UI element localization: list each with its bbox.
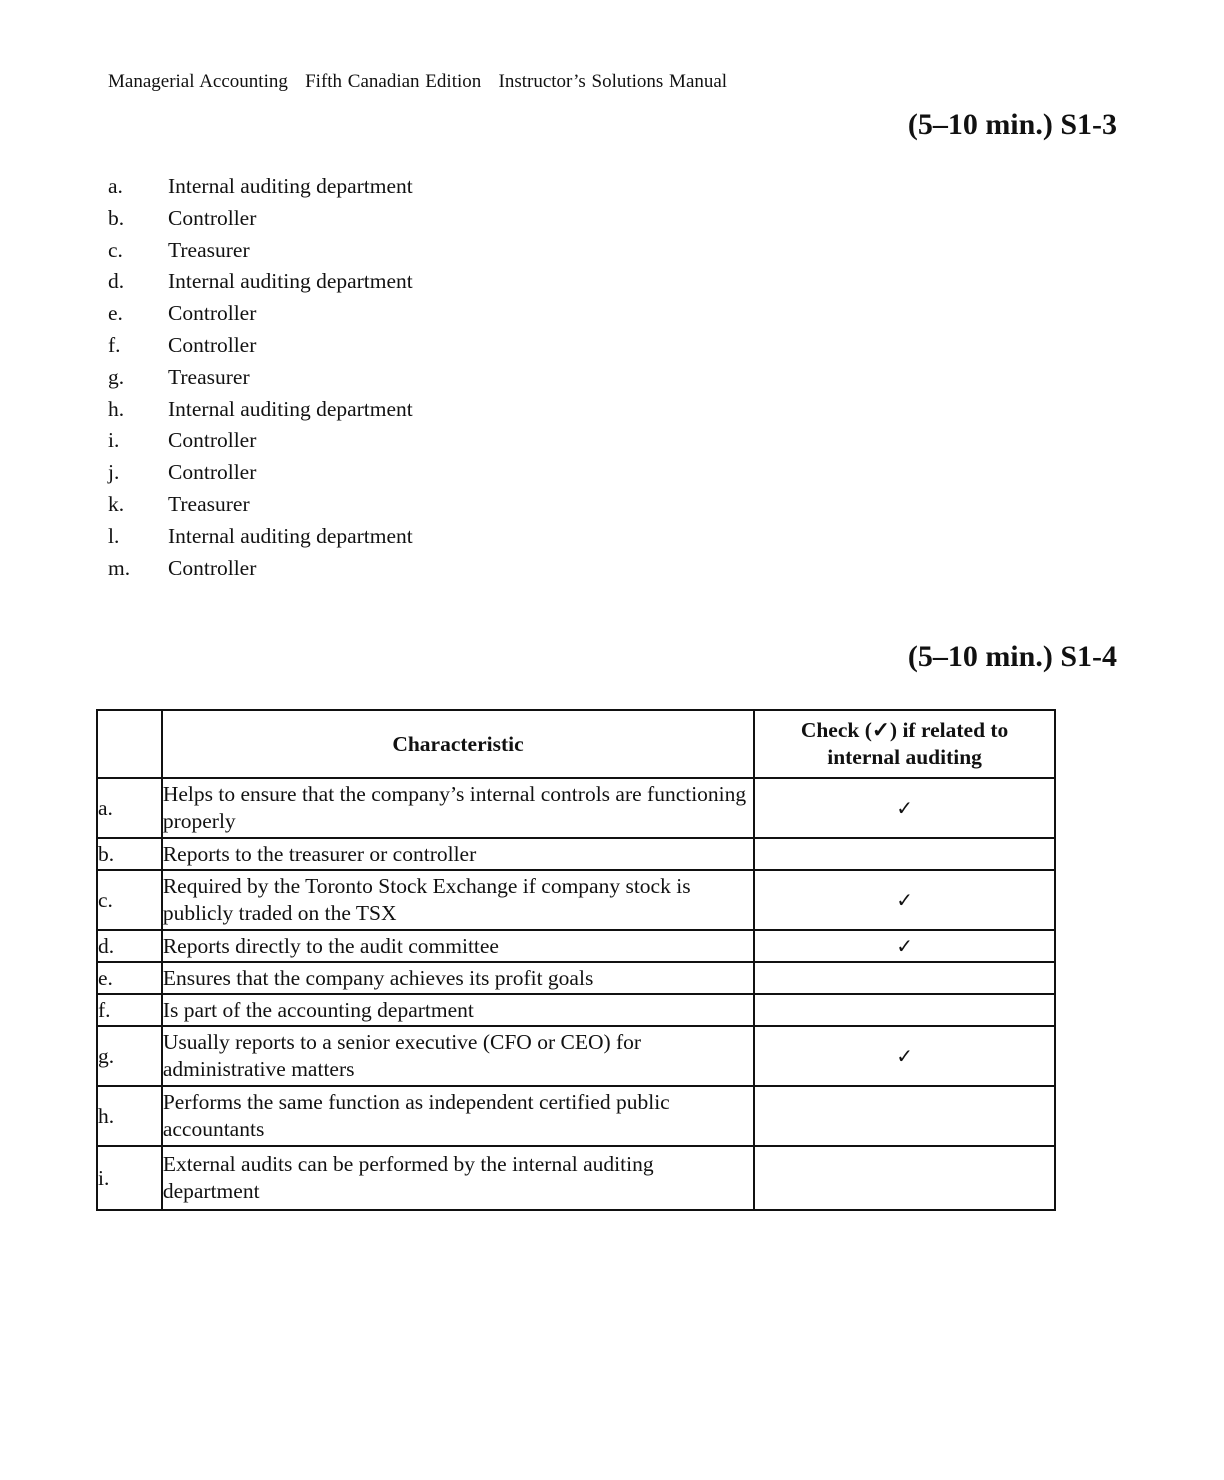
item-text: Internal auditing department — [168, 523, 413, 548]
row-characteristic: External audits can be performed by the internal auditing department — [162, 1146, 754, 1210]
table-row — [97, 778, 1055, 838]
item-text: Internal auditing department — [168, 396, 413, 421]
list-item — [108, 267, 413, 299]
table-row — [97, 838, 1055, 870]
item-text: Controller — [168, 205, 257, 230]
check-cell — [754, 1146, 1055, 1210]
item-text: Controller — [168, 332, 257, 357]
table-row — [97, 930, 1055, 962]
item-text: Controller — [168, 460, 257, 485]
check-cell — [754, 962, 1055, 994]
table-row — [97, 994, 1055, 1026]
list-item — [108, 522, 413, 554]
item-letter: l. — [108, 523, 120, 548]
row-characteristic: Performs the same function as independent certified public accountants — [162, 1086, 754, 1146]
item-letter: d. — [108, 269, 125, 294]
item-text: Controller — [168, 428, 257, 453]
list-item — [108, 395, 413, 427]
row-characteristic: Ensures that the company achieves its profit goals — [162, 962, 754, 994]
check-cell — [754, 838, 1055, 870]
list-item — [108, 426, 413, 458]
section-title-s1-3: (5–10 min.) S1-3 — [907, 108, 1117, 141]
table-row — [97, 870, 1055, 930]
checkmark-icon: ✓ — [754, 930, 1055, 962]
row-characteristic: Required by the Toronto Stock Exchange if company stock is publicly traded on the TSX — [162, 870, 754, 930]
checkmark-icon: ✓ — [754, 1026, 1055, 1086]
list-item — [108, 331, 413, 363]
row-letter: i. — [97, 1146, 162, 1210]
row-letter: d. — [97, 930, 162, 962]
table-row — [97, 1026, 1055, 1086]
check-cell — [754, 994, 1055, 1026]
header-letter — [97, 710, 162, 778]
table-row — [97, 1146, 1055, 1210]
item-letter: f. — [108, 332, 121, 357]
header-check-text: Check (✓) if related to internal auditing — [800, 718, 1009, 769]
item-text: Internal auditing department — [168, 174, 413, 198]
item-letter: m. — [108, 555, 131, 580]
running-header: Managerial Accounting Fifth Canadian Edition Instructor’s Solutions Manual — [108, 71, 728, 92]
row-characteristic: Usually reports to a senior executive (CFO or CEO) for administrative matters — [162, 1026, 754, 1086]
table-row — [97, 962, 1055, 994]
item-letter: g. — [108, 364, 125, 389]
row-letter: g. — [97, 1026, 162, 1086]
header-check — [754, 710, 1055, 778]
table-row — [97, 1086, 1055, 1146]
row-characteristic: Reports directly to the audit committee — [162, 930, 754, 962]
item-text: Treasurer — [168, 491, 250, 516]
row-letter: h. — [97, 1086, 162, 1146]
row-letter: b. — [97, 838, 162, 870]
item-letter: c. — [108, 237, 123, 262]
item-letter: b. — [108, 205, 125, 230]
item-text: Controller — [168, 555, 257, 580]
checkmark-icon: ✓ — [754, 778, 1055, 838]
row-characteristic: Reports to the treasurer or controller — [162, 838, 754, 870]
item-letter: e. — [108, 301, 123, 326]
answer-list-s1-3 — [108, 172, 413, 585]
item-text: Treasurer — [168, 364, 250, 389]
section-title-s1-4: (5–10 min.) S1-4 — [907, 640, 1117, 673]
row-characteristic: Helps to ensure that the company’s internal controls are functioning properly — [162, 778, 754, 838]
item-text: Treasurer — [168, 237, 250, 262]
list-item — [108, 204, 413, 236]
item-text: Internal auditing department — [168, 269, 413, 294]
list-item — [108, 554, 413, 586]
characteristics-table — [96, 709, 1056, 1211]
check-cell — [754, 1086, 1055, 1146]
header-characteristic: Characteristic — [162, 710, 754, 778]
item-letter: j. — [108, 460, 120, 485]
row-letter: c. — [97, 870, 162, 930]
list-item — [108, 172, 413, 204]
checkmark-icon: ✓ — [754, 870, 1055, 930]
list-item — [108, 363, 413, 395]
row-letter: e. — [97, 962, 162, 994]
row-letter: a. — [97, 778, 162, 838]
table-header-row — [97, 710, 1055, 778]
list-item — [108, 490, 413, 522]
item-text: Controller — [168, 301, 257, 326]
list-item — [108, 458, 413, 490]
list-item — [108, 236, 413, 268]
item-letter: i. — [108, 428, 120, 453]
list-item — [108, 299, 413, 331]
row-characteristic: Is part of the accounting department — [162, 994, 754, 1026]
item-letter: a. — [108, 174, 123, 198]
item-letter: k. — [108, 491, 125, 516]
item-letter: h. — [108, 396, 125, 421]
row-letter: f. — [97, 994, 162, 1026]
